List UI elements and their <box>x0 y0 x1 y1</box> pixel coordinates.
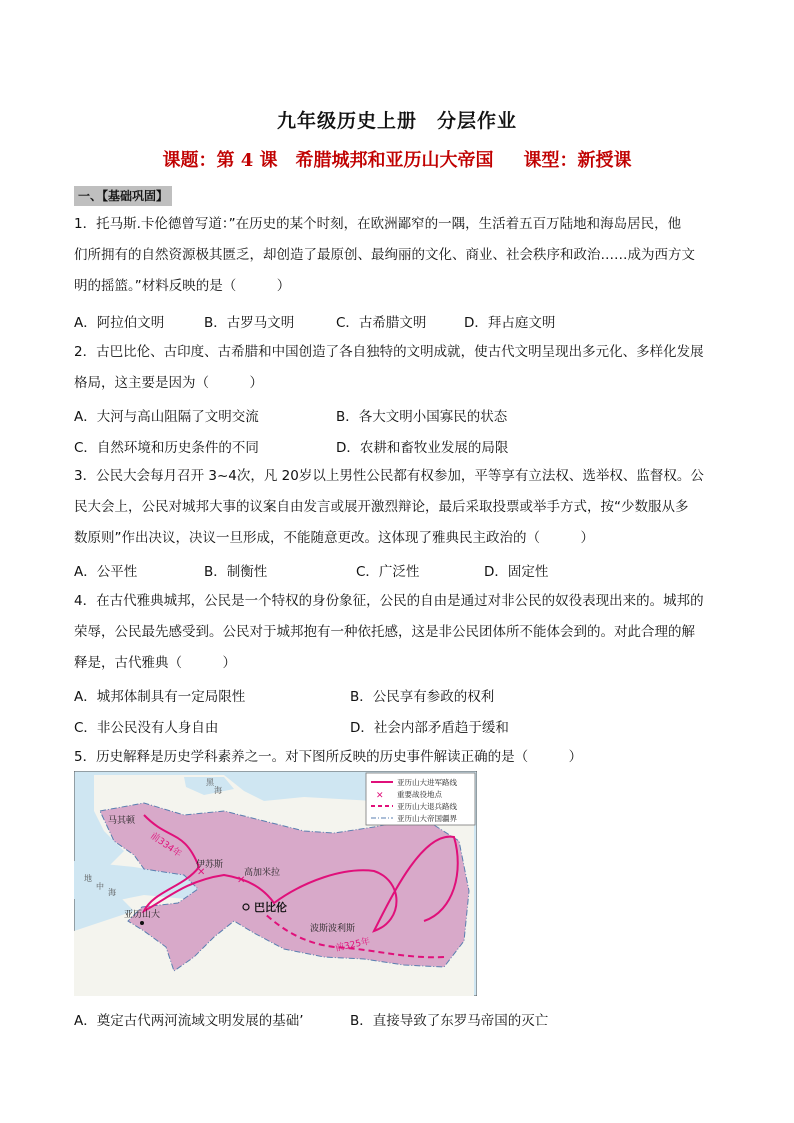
place-label: 伊苏斯 <box>196 860 224 870</box>
question-line: 5．历史解释是历史学科素养之一。对下图所反映的历史事件解读正确的是（ ） <box>74 749 583 765</box>
question-2 <box>74 337 724 399</box>
sea-label: 海 <box>108 888 116 897</box>
place-label: 亚历山大 <box>124 910 161 920</box>
battle-marker-icon: ✕ <box>197 867 206 878</box>
option-d[interactable]: D．社会内部矛盾趋于缓和 <box>350 720 509 736</box>
place-label: 高加米拉 <box>244 868 281 878</box>
question-2-options-row1 <box>74 405 724 429</box>
city-marker-icon <box>140 921 144 925</box>
question-line: 们所拥有的自然资源极其匮乏，却创造了最原创、最绚丽的文化、商业、社会秩序和政治……成为西方文 <box>74 247 695 263</box>
question-line: 荣辱，公民最先感受到。公民对于城邦抱有一种依托感，这是非公民团体所不能体会到的。对此合理的解 <box>74 624 695 640</box>
sea-label: 中 <box>96 882 104 891</box>
question-4 <box>74 586 724 679</box>
question-3 <box>74 461 724 554</box>
legend-label: 重要战役地点 <box>397 790 442 799</box>
option-b[interactable]: B．制衡性 <box>204 564 268 580</box>
sea-label: 地 <box>84 874 92 883</box>
option-d[interactable]: D．拜占庭文明 <box>464 315 556 331</box>
question-line: 2．古巴比伦、古印度、古希腊和中国创造了各自独特的文明成就，使古代文明呈现出多元化、多样化发展 <box>74 344 704 360</box>
question-4-options-row1 <box>74 685 724 709</box>
question-line: 4．在古代雅典城邦，公民是一个特权的身份象征，公民的自由是通过对非公民的奴役表现出来的。城邦的 <box>74 593 704 609</box>
alexander-empire-map <box>74 771 477 996</box>
legend-label: 亚历山大退兵路线 <box>397 802 457 811</box>
page-subtitle <box>0 146 794 172</box>
question-line: 明的摇篮。”材料反映的是（ ） <box>74 278 291 294</box>
lesson-type: 课型：新授课 <box>523 150 632 171</box>
question-5 <box>74 742 724 773</box>
option-b[interactable]: B．古罗马文明 <box>204 315 295 331</box>
option-c[interactable]: C．非公民没有人身自由 <box>74 720 219 736</box>
question-line: 数原则”作出决议，决议一旦形成，不能随意更改。这体现了雅典民主政治的（ ） <box>74 530 594 546</box>
legend-label: 亚历山大进军路线 <box>397 778 457 787</box>
option-c[interactable]: C．自然环境和历史条件的不同 <box>74 440 259 456</box>
question-line: 1．托马斯.卡伦德曾写道：”在历史的某个时刻，在欧洲鄙窄的一隅，生活着五百万陆地和海岛居民，他 <box>74 216 682 232</box>
question-5-options <box>74 1009 724 1033</box>
place-label: 巴比伦 <box>254 901 287 914</box>
option-d[interactable]: D．农耕和畜牧业发展的局限 <box>336 440 509 456</box>
question-line: 民大会上，公民对城邦大事的议案自由发言或展开激烈辩论，最后采取投票或举手方式，按“少数服从多 <box>74 499 689 515</box>
option-b[interactable]: B．直接导致了东罗马帝国的灭亡 <box>350 1013 549 1029</box>
option-a[interactable]: A．大河与高山阻隔了文明交流 <box>74 409 259 425</box>
year-label: 前325年 <box>334 936 372 954</box>
legend-battle-icon: ✕ <box>376 791 384 801</box>
question-1 <box>74 209 724 302</box>
section-heading: 一、【基础巩固】 <box>74 186 172 206</box>
place-label: 波斯波利斯 <box>310 924 356 934</box>
question-4-options-row2 <box>74 716 724 740</box>
lesson-title: 课题：第 4 课 希腊城邦和亚历山大帝国 <box>162 150 494 171</box>
question-2-options-row2 <box>74 436 724 460</box>
sea-label: 海 <box>214 786 222 795</box>
option-d[interactable]: D．固定性 <box>484 564 549 580</box>
question-line: 释是，古代雅典（ ） <box>74 655 236 671</box>
year-label: 前334年 <box>148 831 183 860</box>
option-c[interactable]: C．古希腊文明 <box>336 315 427 331</box>
page-title: 九年级历史上册 分层作业 <box>276 110 517 132</box>
sea-label: 黑 <box>206 778 214 787</box>
question-line: 3．公民大会每月召开 3~4次，凡 20岁以上男性公民都有权参加，平等享有立法权、选举权、监督权。公 <box>74 468 704 484</box>
option-b[interactable]: B．公民享有参政的权利 <box>350 689 495 705</box>
option-a[interactable]: A．阿拉伯文明 <box>74 315 165 331</box>
option-a[interactable]: A．公平性 <box>74 564 138 580</box>
question-1-options <box>74 311 724 335</box>
option-b[interactable]: B．各大文明小国寡民的状态 <box>336 409 508 425</box>
option-a[interactable]: A．城邦体制具有一定局限性 <box>74 689 246 705</box>
option-a[interactable]: A．奠定古代两河流域文明发展的基础’ <box>74 1013 304 1029</box>
question-line: 格局，这主要是因为（ ） <box>74 375 263 391</box>
question-3-options <box>74 560 724 584</box>
battle-marker-icon: ✕ <box>237 875 246 886</box>
option-c[interactable]: C．广泛性 <box>356 564 420 580</box>
place-label: 马其顿 <box>108 816 136 826</box>
legend-label: 亚历山大帝国疆界 <box>397 814 457 823</box>
